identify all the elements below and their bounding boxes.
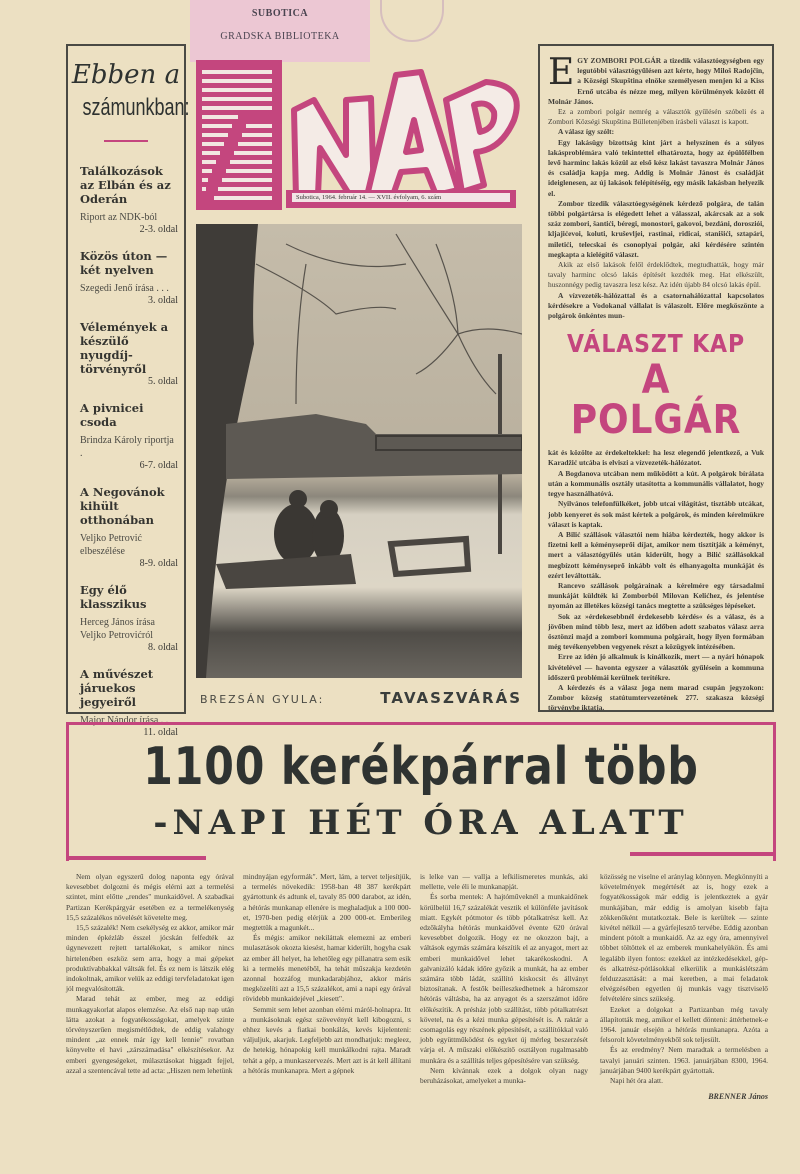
photo-winter-river	[196, 224, 522, 678]
paragraph: Ez a zombori polgár nemrég a választók gyűlésén szóbeli és a Zombori Községi Skupština Bülletenjében írásbeli választ is kapott.	[548, 107, 764, 127]
toc-item[interactable]	[80, 583, 178, 653]
toc-item-title: Közös úton — két nyelven	[80, 249, 168, 277]
photo-caption-title: TAVASZVÁRÁS	[380, 689, 522, 707]
photo-caption-author: BREZSÁN GYULA:	[200, 693, 325, 706]
toc-divider	[104, 140, 148, 142]
library-city: SUBOTICA	[251, 8, 309, 19]
toc-title-line1: Ebben a	[71, 60, 181, 90]
paragraph: 15,5 százalék! Nem csekélység ez akkor, amikor már minden épkézláb ésszel jócskán felfedték az úgynevezett rejtett tartalékokat, s amikor nincs hirtelenében eszköz sem arra, hogy a mai gépeket produktívabbakkal váltsák fel. És ez nem is látszik elég indokoltnak, amikor velük az eddigi tervfeladatokat igen jól megvalósították.	[66, 923, 234, 994]
article-body-bottom	[548, 448, 764, 713]
main-headline: 1100 kerékpárral több	[143, 737, 699, 797]
headline-rule-right	[630, 852, 773, 856]
toc-item-subtitle: Riport az NDK-ból	[80, 212, 158, 223]
article-valaszt-kap-a-polgar	[538, 44, 774, 712]
article-author: BRENNER János	[708, 1092, 768, 1102]
toc-item-title: A pivnicei csoda	[80, 401, 144, 429]
toc-item-title: A művészet járuekos jegyeiről	[80, 667, 154, 709]
headline-line1: VÁLASZT KAP	[567, 329, 745, 359]
paragraph: A Bogdanova utcában nem működött a kút. A polgárok bírálata után a kommunális osztály utasította a kommunális vállalatot, hogy tegye használhatóvá.	[548, 468, 764, 499]
toc-item[interactable]	[80, 320, 178, 387]
toc-title-line2: számunkban:	[82, 94, 190, 121]
paragraph: közösség ne viselne el aránylag könnyen. Megkönnyíti a követelmények megértését az is, hogy ezek a fogyatékosságok már eddig is jelentkeztek a gyár munkájában, már eddig is amolyan kisebb fajta zökkenőként mutatkoztak. Bele is kerültek — szinte kivétel nélkül — a gyárfejlesztő tervébe. Eddig azonban mindent pótolt a munkaidő. Az az egy óra, amennyivel többet töltöttek el az emberek munkahelyükön. És ami legalább ilyen fontos: ezekkel az intézkedésekkel, gép- és alkatrész-pótlásokkal elkerülik a munkáslétszám felduzzasztását: a mai keretben, a mai feladatok elvégzésében egyetlen új munkás vagy tisztviselő felvételére sincs szükség.	[600, 872, 768, 1004]
paragraph: Erre az idén jó alkalmuk is kínálkozik, mert — a nyári hónapok kivételével — havonta egyszer a választók gyűlésein a kommuna időszerű problémái kerülnek terítékre.	[548, 652, 764, 682]
paragraph: Semmit sem lehet azonban elérni máról-holnapra. Itt a munkásoknak egész szövevényét kell kibogozni, s ehhez kevés a fiatkai bonkálás, kevés kijelenteni: váljuljuk, akarjuk. Legfeljebb azt mondhatjuk: megleez, de hetekig, hónapokig kell munkálkodni rajta. Maradt tehát a gép, a munkaszervezés. Mert azt is át kell állítani a hétórás munkanapra. Mert a gépnek	[243, 1004, 411, 1075]
toc-item-page: 11. oldal	[143, 727, 178, 738]
paragraph: A válasz így szólt:	[558, 127, 615, 137]
paragraph: Napi hét óra alatt.	[610, 1076, 663, 1086]
seven-nap-logo-icon	[196, 60, 526, 210]
headline-line2: A POLGÁR	[570, 357, 742, 444]
paragraph: kát és közölte az érdekeltekkel: ha lesz elegendő jelentkező, a Vuk Karadžić utcába is elviszi a vízvezeték-hálózatot.	[548, 448, 764, 468]
paragraph: Marad tehát az ember, meg az eddigi munkagyakorlat alapos elemzése. Az első nap nap után látta azokat a fogyatékosságokat, amelyek szinte törvényszerűen megismétlődtek, de eddig valahogy mindent „az ennek már így kell lennie" rovatban könyvelte el havi „zárszámadása" elkészítésekor. Az emberi gyengeségeket, múlasztásokat higgadt fejjel, azzal a szentencával tette ad acta: „Hiszen nem lehetünk	[66, 994, 234, 1075]
toc-item[interactable]	[80, 164, 178, 235]
toc-item-title: Egy élő klasszikus	[80, 583, 147, 611]
paragraph: Egy lakásügy bizottság kint járt a helyszínen és a súlyos lakásproblémára való tekintettel elhatározta, hogy az épülőfélben levő harminc lakás közül az első kész lakást tavaszra Molnár János és családja kapja meg. Addig is Molnár Jánost és családját ideiglenesen, az új lakások felépítéséig, egy másik lakásban helyezik el.	[548, 137, 764, 198]
paragraph: Ezeket a dolgokat a Partizanban még tavaly állapították meg, amikor el kellett dönteni: áttérhetnek-e 1964. január elsején a hétórás munkanapra. Azóta a felsorolt követelményekből sok teljesült.	[600, 1004, 768, 1045]
library-label	[190, 0, 370, 62]
article-headline	[540, 329, 772, 444]
article-body-top	[548, 52, 764, 321]
dateline: Subotica, 1964. február 14. — XVII. évfolyam, 6. szám	[292, 193, 510, 202]
article-intro: GY ZOMBORI POLGÁR a tizedik választóegységben egy legutóbbi választógyűlésen azt kérte, hogy Miloš Radojčin, a Községi Skupština elnöke személyesen menjen ki a Kiss Ernő utcába és nézze meg, milyen körülmények között él Molnár János.	[548, 56, 764, 106]
masthead-logo	[196, 60, 526, 210]
main-article-column-4	[600, 872, 768, 1102]
main-subheadline: -NAPI HÉT ÓRA ALATT	[153, 803, 689, 843]
drop-cap: E	[548, 52, 575, 93]
toc-item-subtitle: Veljko Petrović elbeszélése	[80, 533, 142, 557]
toc-item-title: Vélemények a készülő nyugdíj-törvényről	[80, 320, 169, 376]
paragraph: És az eredmény? Nem maradtak a termelésben a tavalyi januári szinten. 1963. januárjában 8300, 1964. januárjában 9400 kerékpárt gyártottak.	[600, 1045, 768, 1075]
paragraph: Nyilvános telefonfülkéket, jobb utcai világítást, tisztább utcákat, jobb kenyeret és sok mást kértek a polgárok, és minden kérelmükre választ is kaptak.	[548, 499, 764, 529]
paragraph: mindnyájan egyformák". Mert, lám, a tervet teljesítjük, a termelés növekedik: 1958-ban 48 387 kerékpárt gyártottunk és adtunk el, tavaly 85 000 darabot, az idén, a hétórás munkanap ellenére is meghaladjuk a 100 000-et, 1970-ben pedig elérjük a 200 000-et. Emberileg megtettük a magunkét...	[243, 872, 411, 933]
toc-item-subtitle: Major Nándor írása . .	[80, 715, 169, 726]
toc-item-subtitle: Herceg János írása Veljko Petrovićról	[80, 617, 155, 641]
toc-item-subtitle: Brindza Károly riportja .	[80, 435, 174, 459]
toc-item-page: 8. oldal	[148, 642, 178, 653]
main-article-column-3	[420, 872, 588, 1086]
paragraph: A kérdezés és a válasz joga nem marad csupán jegyzokon: Zombor község statútumtervezetének 277. szakasza községi törvénybe iktatja.	[548, 682, 764, 713]
toc-item-title: A Negovánok kihült otthonában	[80, 485, 165, 527]
paragraph: Zombor tizedik választóegységének kérdező polgára, de talán többi polgártársa is elégedett lehet a válasszal, akárcsak az a sok száz zombori, šantići, béregi, monostori, gakovoi, bezdáni, dorosziói, kljajićevoi, koluti, kruševljei, rastinai, ridicai, stanišići, sztapári, miletići, telecskai és csonoplyai polgár, aki kérdésére szintén megkapta a kielégítő választ.	[548, 198, 764, 259]
toc-item-page: 3. oldal	[148, 295, 178, 306]
main-headline-box	[66, 722, 776, 861]
paragraph: A vízvezeték-hálózattal és a csatornahálózattal kapcsolatos kérdésekre a Vodokanal vállalat is válaszolt. Előre megköszönte a polgárok önkéntes mun-	[548, 290, 764, 321]
photo-caption	[200, 688, 530, 710]
dateline-bar	[286, 190, 516, 208]
paragraph: Nem olyan egyszerű dolog naponta egy órával kevesebbet dolgozni és mégis elérni azt a termelési szintet, mint előtte „rendes" munkaidővel. A szabadkai Partizan Kerékpárgyár esetében ez a termelékenység 15,5 százalékos növelését követelte meg.	[66, 872, 234, 922]
toc-item[interactable]	[80, 249, 178, 306]
toc-item-page: 2-3. oldal	[139, 224, 178, 235]
main-article-column-2	[243, 872, 411, 1076]
library-stamp	[380, 0, 444, 42]
paragraph: És sorba mentek: A hajtóműveknél a munkaidőnek körülbelül 16,7 százalékát vesztik el különféle javítások miatt. Egykét pótmotor és több pótalkatrész kell. Az edzőkályha hétórás munkaidővel évente 620 órával kevesebbet dolgozik. Hogy ez ne okozzon bajt, a váltások egymás számára készítik el az anyagot, mert az emberi munkaidővel lehet takarékoskodni. A galvanizáló kádak időre győzik a munkát, ha az ember számára több ládát, szállító kiskocsit és állványt biztosítanak. A festők beilleszkedhetnek a háromszor hétórás váltásba, ha az anyagot és a szerszámot időre előkészítik. A présház jobb szállítást, több pótalkatrészt követel, na és a kézi munka gépesítését is. A raktár a csomagolás egy részének gépesítését, a szállítókkal való jobb együttműködést és egyket új mérleg beszerzését várja el. A műszaki előkészítő osztályon rugalmasabb munkára és a szállítás teljes gépesítésére van szükség.	[420, 892, 588, 1065]
paragraph: A Bilić szállások választói nem hiába kérdezték, hogy akkor is fizetni kell a kéményseprői díjat, amikor nem tisztítják a kéményt, mert a választógyűlés után kiderült, hogy a Bilić szállásokkal megbízott kéményseprő inkább volt és elhanyagolta munkáját és ezért leváltották.	[548, 529, 764, 580]
toc-item-title: Találkozások az Elbán és az Oderán	[80, 164, 171, 206]
toc-item-subtitle: Szegedi Jenő írása . . .	[80, 283, 169, 294]
toc-item-page: 6-7. oldal	[139, 460, 178, 471]
paragraph: is lelke van — vallja a lefkilismeretes munkás, aki mellette, vele éli le munkanapját.	[420, 872, 588, 892]
paragraph: Sok az »érdekesebbnél érdekesebb kérdés« és a válasz, és a jövőben mind több lesz, mert az időben adott szabatos válasz arra ösztönzi majd a zombori kommuna polgárait, hogy ilyen formában még tevékenyebben vegyenek részt a közügyek intézésében.	[548, 611, 764, 652]
toc-item[interactable]	[80, 485, 178, 569]
toc-item-page: 5. oldal	[148, 376, 178, 387]
table-of-contents	[66, 44, 190, 738]
main-article-column-1	[66, 872, 234, 1076]
headline-rule-left	[66, 856, 206, 860]
couple-on-bench-photo-icon	[196, 224, 522, 678]
paragraph: Akik az első lakások felől érdeklődtek, megtudhatták, hogy már tavaly harminc olcsó lakás építését kezdték meg. Hat elkészült, huszonnégy pedig tavaszra lesz kész. Az idén újabb 84 olcsó lakás épül.	[548, 260, 764, 290]
paragraph: Nem kívánnak ezek a dolgok olyan nagy beruházásokat, amelyeket a munka-	[420, 1065, 588, 1086]
toc-item[interactable]	[80, 401, 178, 471]
library-name: GRADSKA BIBLIOTEKA	[220, 31, 340, 42]
paragraph: És mégis: amikor nekiláttak elemezni az emberi mulasztások okozta kiesést, hamar kiderült, hogyha csak az ember áll helyet, ha lehetőleg egy pillanatra sem esik ki a termelés menetéből, ha tehát műszakja kezdetén azonnal hozzáfog munkadarabjához, akkor máris megközelíti azt a 15,5 százalékot, ami a napi egy órával rövidebb munkaidejével „kiesett".	[243, 933, 411, 1004]
paragraph: Rancevo szállások polgárainak a kérelmére egy társadalmi munkáját küldték ki Zomborból Milovan Kelićhez, és jelentése nyomán az illetékes községi tanács megtette a szükséges lépéseket.	[548, 580, 764, 611]
toc-item-page: 8-9. oldal	[139, 558, 178, 569]
